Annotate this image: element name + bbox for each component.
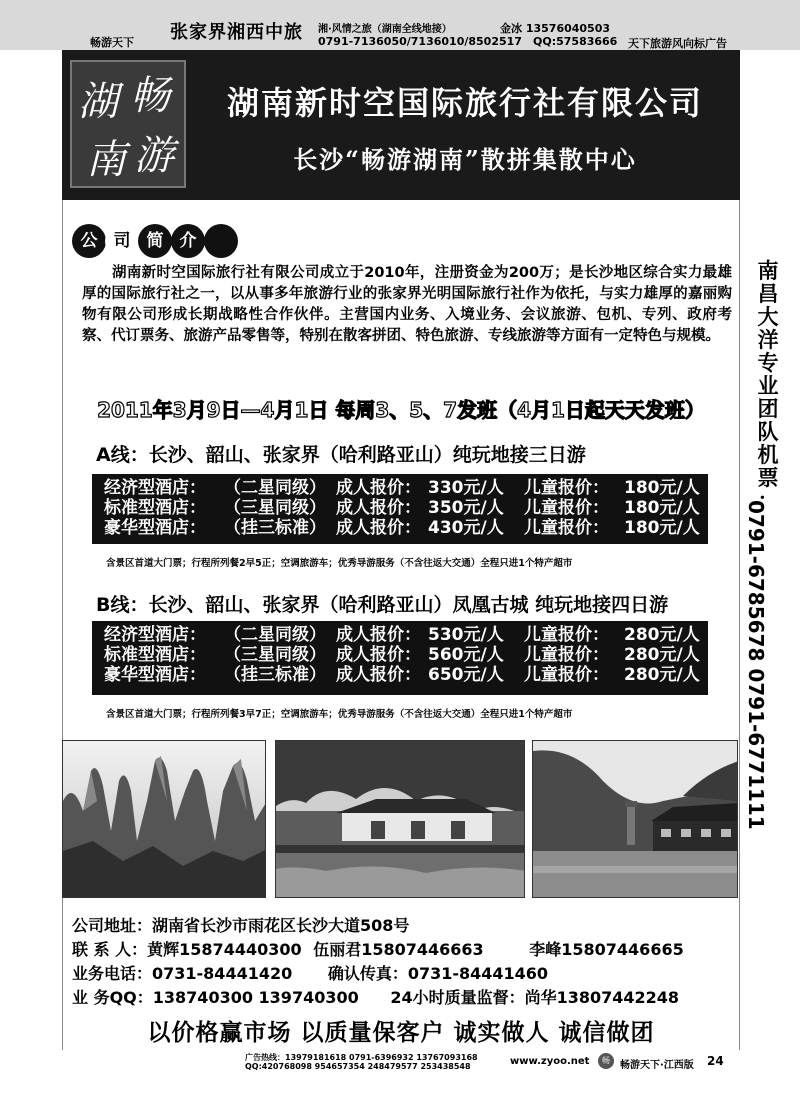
contact-phones xyxy=(72,961,548,984)
hotel-grade: （二星同级） xyxy=(224,625,326,645)
contact-person: 李峰15807446665 xyxy=(529,940,684,959)
photo-former-residence xyxy=(275,740,525,898)
magazine-logo-icon: 畅 xyxy=(598,1053,614,1069)
line-b-title: B线：长沙、韶山、张家界（哈利路亚山）凤凰古城 纯玩地接四日游 xyxy=(96,594,669,616)
photo-karst-peaks xyxy=(62,740,266,898)
karst-peaks-image xyxy=(63,741,266,898)
child-price: 280元/人 xyxy=(624,665,700,685)
adult-label: 成人报价： xyxy=(336,478,421,498)
website-link[interactable]: www.zyoo.net xyxy=(510,1056,590,1067)
side-char: 昌 xyxy=(757,282,779,306)
side-char: 团 xyxy=(757,397,779,421)
line-b-note: 含景区首道大门票；行程所列餐3早7正；空调旅游车；优秀导游服务（不含往返大交通）全程只进1个特产超市 xyxy=(106,709,573,720)
fenghuang-town-image xyxy=(533,741,738,898)
price-row xyxy=(104,625,708,645)
company-name: 湖南新时空国际旅行社有限公司 xyxy=(226,84,703,122)
hotel-type: 豪华型酒店： xyxy=(104,665,206,685)
child-label: 儿童报价： xyxy=(524,498,609,518)
hotel-type: 标准型酒店： xyxy=(104,645,206,665)
contact-qq-line xyxy=(72,985,679,1008)
price-row xyxy=(104,518,708,538)
price-row xyxy=(104,478,708,498)
top-qq: QQ:57583666 xyxy=(533,35,618,48)
child-label: 儿童报价： xyxy=(524,518,609,538)
heading-badge: 简 xyxy=(138,224,172,258)
child-price: 180元/人 xyxy=(624,498,700,518)
confirm-fax: 确认传真：0731-84441460 xyxy=(327,964,549,983)
hotel-grade: （挂三标准） xyxy=(224,518,326,538)
ad-qq: QQ:420768098 954657354 248479577 253438548 xyxy=(245,1062,471,1071)
hotel-type: 豪华型酒店： xyxy=(104,518,206,538)
line-a-note: 含景区首道大门票；行程所列餐2早5正；空调旅游车；优秀导游服务（不含往返大交通）全程只进1个特产超市 xyxy=(106,558,573,569)
child-price: 180元/人 xyxy=(624,518,700,538)
ad-hotline: 广告热线：13979181618 0791-6396932 13767093168 xyxy=(245,1053,478,1062)
hotel-grade: （三星同级） xyxy=(224,498,326,518)
photo-fenghuang-town xyxy=(532,740,738,898)
heading-badge: 公 xyxy=(72,224,106,258)
price-row xyxy=(104,665,708,685)
side-char: ： xyxy=(757,489,779,513)
calligraphy-logo xyxy=(70,60,186,188)
adult-label: 成人报价： xyxy=(336,518,421,538)
quality-supervisor: 24小时质量监督：尚华13807442248 xyxy=(390,988,680,1007)
side-ticket-phones: 0791-6785678 0791-6771111 xyxy=(744,500,768,830)
top-title: 张家界湘西中旅 xyxy=(170,22,303,43)
logo-char: 游 xyxy=(134,133,174,179)
adult-label: 成人报价： xyxy=(336,625,421,645)
business-phone: 业务电话：0731-84441420 xyxy=(72,964,293,983)
top-brand: 畅游天下 xyxy=(90,36,134,49)
contact-person: 黄辉15874440300 xyxy=(147,940,302,959)
heading-badge xyxy=(204,224,238,258)
edition-label: 畅游天下·江西版 xyxy=(620,1060,694,1071)
logo-char: 南 xyxy=(86,137,126,183)
hotel-grade: （挂三标准） xyxy=(224,665,326,685)
former-residence-image xyxy=(276,741,525,898)
business-qq: 业 务QQ：138740300 139740300 xyxy=(72,988,359,1007)
intro-text: 湖南新时空国际旅行社有限公司成立于2010年，注册资金为200万；是长沙地区综合实力最雄厚的国际旅行社之一，以从事多年旅游行业的张家界光明国际旅行社作为依托，与实力雄厚的嘉丽购物有限公司形成长期战略性合作伙伴。主营国内业务、入境业务、会议旅游、包机、专列、政府考察、代订票务、旅游产品零售等，特别在散客拼团、特色旅游、专线旅游等方面有一定特色与规模。 xyxy=(82,265,732,344)
intro-heading xyxy=(72,224,242,258)
logo-char: 湖 xyxy=(78,79,118,125)
side-char: 业 xyxy=(757,374,779,398)
child-price: 280元/人 xyxy=(624,625,700,645)
side-char: 队 xyxy=(757,420,779,444)
page-number: 24 xyxy=(707,1054,724,1068)
hotel-type: 经济型酒店： xyxy=(104,478,206,498)
top-banner xyxy=(0,0,800,50)
side-char: 票 xyxy=(757,466,779,490)
child-price: 280元/人 xyxy=(624,645,700,665)
footer xyxy=(0,1050,800,1100)
side-char: 专 xyxy=(757,351,779,375)
contact-person: 伍丽君15807446663 xyxy=(313,940,484,959)
adult-price: 560元/人 xyxy=(428,645,504,665)
child-label: 儿童报价： xyxy=(524,665,609,685)
child-label: 儿童报价： xyxy=(524,478,609,498)
departure-dates: 2011年3月9日—4月1日 每周3、5、7发班（4月1日起天天发班） xyxy=(97,398,705,422)
hotel-type: 标准型酒店： xyxy=(104,498,206,518)
slogan: 以价格赢市场 以质量保客户 诚实做人 诚信做团 xyxy=(147,1020,655,1046)
logo-char: 畅 xyxy=(130,73,170,119)
side-char: 洋 xyxy=(757,328,779,352)
child-price: 180元/人 xyxy=(624,478,700,498)
heading-badge: 司 xyxy=(105,224,139,258)
contact-people xyxy=(72,937,684,960)
line-b-price-table xyxy=(92,621,708,695)
side-char: 大 xyxy=(757,305,779,329)
adult-price: 530元/人 xyxy=(428,625,504,645)
adult-price: 650元/人 xyxy=(428,665,504,685)
top-tagline: 湘·风情之旅（湖南全线地接） xyxy=(318,24,452,35)
hotel-grade: （三星同级） xyxy=(224,645,326,665)
price-row xyxy=(104,498,708,518)
line-a-title: A线：长沙、韶山、张家界（哈利路亚山）纯玩地接三日游 xyxy=(96,444,586,466)
top-right-text: 天下旅游风向标广告 xyxy=(628,37,727,50)
company-subtitle: 长沙“畅游湖南”散拼集散中心 xyxy=(293,145,637,174)
company-address: 公司地址：湖南省长沙市雨花区长沙大道508号 xyxy=(72,916,410,935)
top-phones: 0791-7136050/7136010/8502517 xyxy=(318,35,522,48)
line-a-price-table xyxy=(92,474,708,544)
top-contact: 金冰 13576040503 xyxy=(500,22,611,35)
child-label: 儿童报价： xyxy=(524,625,609,645)
hotel-type: 经济型酒店： xyxy=(104,625,206,645)
contact-label: 联 系 人： xyxy=(72,940,148,959)
adult-price: 350元/人 xyxy=(428,498,504,518)
child-label: 儿童报价： xyxy=(524,645,609,665)
adult-label: 成人报价： xyxy=(336,498,421,518)
side-ticket-ad xyxy=(748,260,788,513)
price-row xyxy=(104,645,708,665)
adult-label: 成人报价： xyxy=(336,665,421,685)
adult-price: 430元/人 xyxy=(428,518,504,538)
adult-price: 330元/人 xyxy=(428,478,504,498)
heading-badge: 介 xyxy=(171,224,205,258)
hotel-grade: （二星同级） xyxy=(224,478,326,498)
adult-label: 成人报价： xyxy=(336,645,421,665)
side-char: 机 xyxy=(757,443,779,467)
side-char: 南 xyxy=(757,259,779,283)
